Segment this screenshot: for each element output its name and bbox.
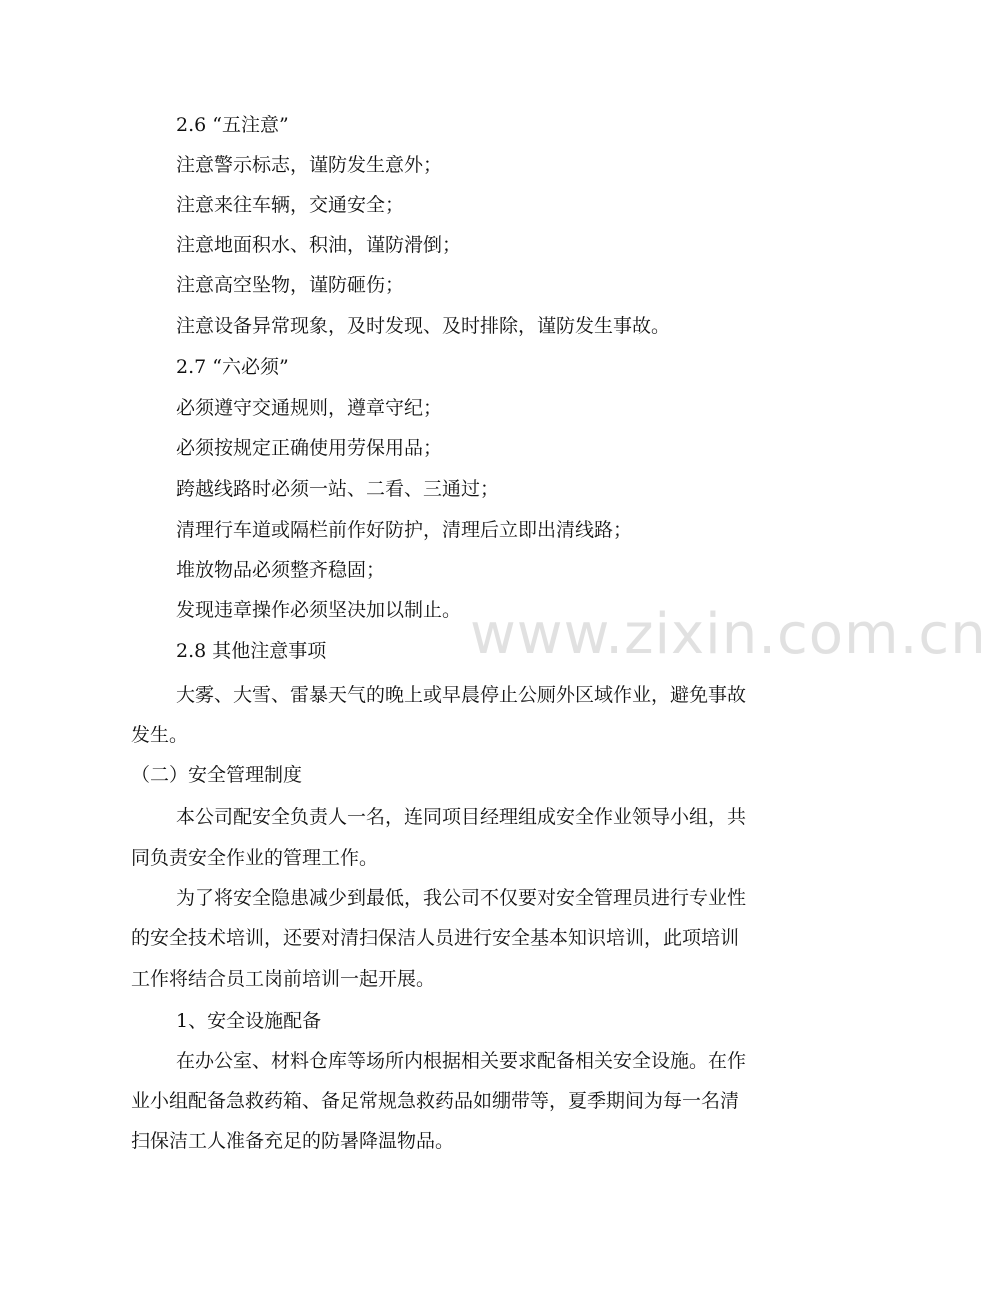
- text-line: 注意高空坠物，谨防砸伤；: [176, 274, 405, 296]
- text-line: 发现违章操作必须坚决加以制止。: [176, 599, 462, 621]
- text-line: 注意设备异常现象，及时发现、及时排除，谨防发生事故。: [176, 315, 671, 337]
- section-heading: （二）安全管理制度: [131, 764, 303, 786]
- text-line: 必须遵守交通规则，遵章守纪；: [176, 397, 443, 419]
- watermark: www.zixin.com.cn: [470, 602, 987, 667]
- text-line: 跨越线路时必须一站、二看、三通过；: [176, 478, 500, 500]
- text-line: 注意警示标志，谨防发生意外；: [176, 154, 443, 176]
- text-line: 在办公室、材料仓库等场所内根据相关要求配备相关安全设施。在作: [176, 1050, 747, 1072]
- text-line: 本公司配安全负责人一名，连同项目经理组成安全作业领导小组，共: [176, 806, 747, 828]
- text-line: 发生。: [131, 724, 189, 746]
- heading-2-7: 2.7 “六必须”: [176, 356, 289, 378]
- text-line: 为了将安全隐患减少到最低，我公司不仅要对安全管理员进行专业性: [176, 887, 747, 909]
- text-line: 的安全技术培训，还要对清扫保洁人员进行安全基本知识培训，此项培训: [131, 927, 740, 949]
- text-line: 清理行车道或隔栏前作好防护，清理后立即出清线路；: [176, 519, 633, 541]
- text-line: 堆放物品必须整齐稳固；: [176, 559, 386, 581]
- text-line: 注意来往车辆，交通安全；: [176, 194, 405, 216]
- text-line: 业小组配备急救药箱、备足常规急救药品如绷带等，夏季期间为每一名清: [131, 1090, 740, 1112]
- text-line: 大雾、大雪、雷暴天气的晚上或早晨停止公厕外区域作业，避免事故: [176, 684, 747, 706]
- text-line: 同负责安全作业的管理工作。: [131, 847, 379, 869]
- subheading: 1、安全设施配备: [176, 1010, 322, 1032]
- heading-2-8: 2.8 其他注意事项: [176, 640, 327, 662]
- text-line: 必须按规定正确使用劳保用品；: [176, 437, 443, 459]
- text-line: 注意地面积水、积油，谨防滑倒；: [176, 234, 462, 256]
- text-line: 工作将结合员工岗前培训一起开展。: [131, 968, 436, 990]
- text-line: 扫保洁工人准备充足的防暑降温物品。: [131, 1130, 455, 1152]
- heading-2-6: 2.6 “五注意”: [176, 114, 289, 136]
